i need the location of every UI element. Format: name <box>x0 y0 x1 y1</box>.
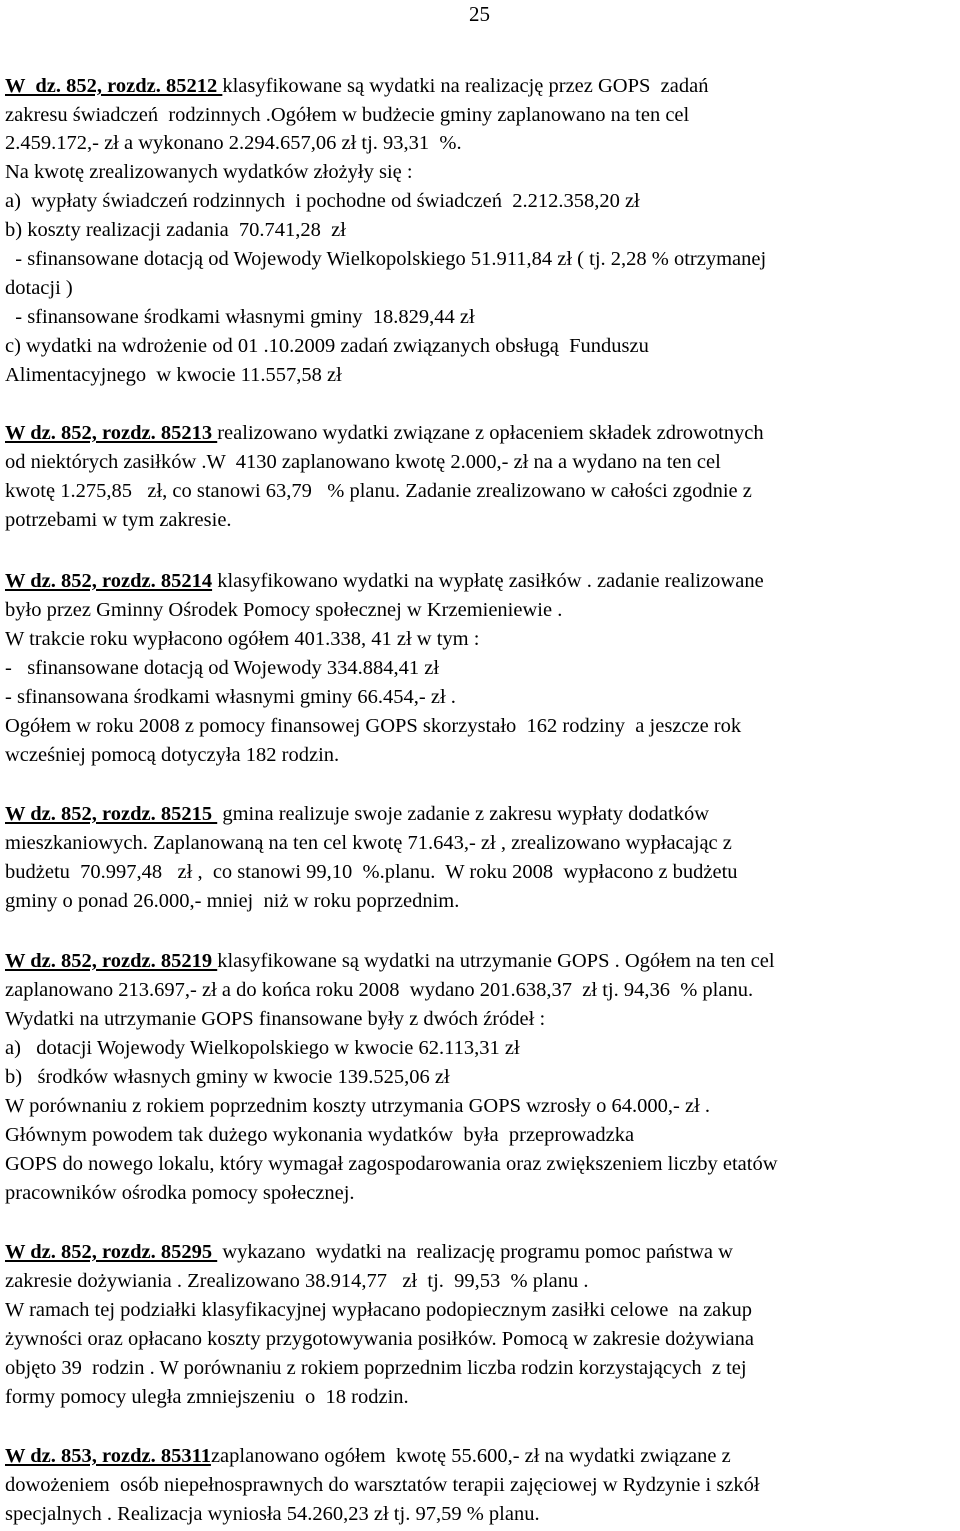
paragraph-line: formy pomocy uległa zmniejszeniu o 18 rodzin. <box>5 1386 409 1408</box>
paragraph-line: kwotę 1.275,85 zł, co stanowi 63,79 % planu. Zadanie zrealizowano w całości zgodnie z <box>5 480 752 502</box>
paragraph-text: gmina realizuje swoje zadanie z zakresu wypłaty dodatków <box>217 803 710 825</box>
paragraph-line: W ramach tej podziałki klasyfikacyjnej wypłacano podopiecznym zasiłki celowe na zakup <box>5 1299 753 1321</box>
paragraph-line: objęto 39 rodzin . W porównaniu z rokiem poprzednim liczba rodzin korzystających z tej <box>5 1357 747 1379</box>
section-heading: W dz. 852, rozdz. 85212 <box>5 75 223 97</box>
section-85212-line-1 <box>5 74 708 98</box>
paragraph-line: potrzebami w tym zakresie. <box>5 509 232 531</box>
paragraph-line: specjalnych . Realizacja wyniosła 54.260,23 zł tj. 97,59 % planu. <box>5 1503 540 1525</box>
paragraph-text: realizowano wydatki związane z opłaceniem składek zdrowotnych <box>217 422 764 444</box>
paragraph-line: zakresie dożywiania . Zrealizowano 38.914,77 zł tj. 99,53 % planu . <box>5 1270 589 1292</box>
paragraph-text: klasyfikowane są wydatki na realizację przez GOPS zadań <box>222 75 709 97</box>
paragraph-line: Wydatki na utrzymanie GOPS finansowane były z dwóch źródeł : <box>5 1008 546 1030</box>
paragraph-line: - sfinansowane środkami własnymi gminy 18.829,44 zł <box>5 306 475 328</box>
section-heading: W dz. 852, rozdz. 85213 <box>5 422 218 444</box>
paragraph-text: zaplanowano ogółem kwotę 55.600,- zł na wydatki związane z <box>210 1445 731 1467</box>
paragraph-line: od niektórych zasiłków .W 4130 zaplanowano kwotę 2.000,- zł na a wydano na ten cel <box>5 451 721 473</box>
section-85311-line-1 <box>5 1444 731 1468</box>
paragraph-line: wcześniej pomocą dotyczyła 182 rodzin. <box>5 744 340 766</box>
paragraph-line: b) środków własnych gminy w kwocie 139.525,06 zł <box>5 1066 450 1088</box>
paragraph-line: zaplanowano 213.697,- zł a do końca roku 2008 wydano 201.638,37 zł tj. 94,36 % planu. <box>5 979 754 1001</box>
section-85214-line-1 <box>5 569 764 593</box>
paragraph-line: - sfinansowane dotacją od Wojewody Wielkopolskiego 51.911,84 zł ( tj. 2,28 % otrzymanej <box>5 248 767 270</box>
paragraph-line: zakresu świadczeń rodzinnych .Ogółem w budżecie gminy zaplanowano na ten cel <box>5 104 690 126</box>
section-heading: W dz. 853, rozdz. 85311 <box>5 1445 211 1467</box>
paragraph-line: dowożeniem osób niepełnosprawnych do warsztatów terapii zajęciowej w Rydzynie i szkół <box>5 1474 760 1496</box>
paragraph-text: klasyfikowano wydatki na wypłatę zasiłków . zadanie realizowane <box>212 570 764 592</box>
paragraph-line: GOPS do nowego lokalu, który wymagał zagospodarowania oraz zwiększeniem liczby etatów <box>5 1153 778 1175</box>
paragraph-line: - sfinansowana środkami własnymi gminy 66.454,- zł . <box>5 686 456 708</box>
section-85215-line-1 <box>5 802 709 826</box>
paragraph-line: pracowników ośrodka pomocy społecznej. <box>5 1182 355 1204</box>
section-85213-line-1 <box>5 421 764 445</box>
page-number: 25 <box>469 2 490 26</box>
paragraph-line: mieszkaniowych. Zaplanowaną na ten cel kwotę 71.643,- zł , zrealizowano wypłacając z <box>5 832 732 854</box>
paragraph-line: Na kwotę zrealizowanych wydatków złożyły się : <box>5 161 413 183</box>
paragraph-line: b) koszty realizacji zadania 70.741,28 zł <box>5 219 346 241</box>
section-85219-line-1 <box>5 949 775 973</box>
section-heading: W dz. 852, rozdz. 85215 <box>5 803 218 825</box>
paragraph-line: Głównym powodem tak dużego wykonania wydatków była przeprowadzka <box>5 1124 635 1146</box>
section-heading: W dz. 852, rozdz. 85295 <box>5 1241 218 1263</box>
paragraph-line: było przez Gminny Ośrodek Pomocy społecznej w Krzemieniewie . <box>5 599 563 621</box>
paragraph-line: gminy o ponad 26.000,- mniej niż w roku poprzednim. <box>5 890 460 912</box>
paragraph-line: a) wypłaty świadczeń rodzinnych i pochodne od świadczeń 2.212.358,20 zł <box>5 190 640 212</box>
paragraph-line: dotacji ) <box>5 277 73 299</box>
paragraph-line: Alimentacyjnego w kwocie 11.557,58 zł <box>5 364 342 386</box>
paragraph-text: klasyfikowane są wydatki na utrzymanie GOPS . Ogółem na ten cel <box>217 950 775 972</box>
paragraph-line: 2.459.172,- zł a wykonano 2.294.657,06 zł tj. 93,31 %. <box>5 132 462 154</box>
section-heading: W dz. 852, rozdz. 85214 <box>5 570 213 592</box>
paragraph-line: W trakcie roku wypłacono ogółem 401.338, 41 zł w tym : <box>5 628 480 650</box>
paragraph-line: - sfinansowane dotacją od Wojewody 334.884,41 zł <box>5 657 440 679</box>
paragraph-line: żywności oraz opłacano koszty przygotowywania posiłków. Pomocą w zakresie dożywiana <box>5 1328 754 1350</box>
paragraph-text: wykazano wydatki na realizację programu pomoc państwa w <box>217 1241 733 1263</box>
paragraph-line: W porównaniu z rokiem poprzednim koszty utrzymania GOPS wzrosły o 64.000,- zł . <box>5 1095 711 1117</box>
paragraph-line: budżetu 70.997,48 zł , co stanowi 99,10 %.planu. W roku 2008 wypłacono z budżetu <box>5 861 738 883</box>
section-85295-line-1 <box>5 1240 733 1264</box>
paragraph-line: c) wydatki na wdrożenie od 01 .10.2009 zadań związanych obsługą Funduszu <box>5 335 649 357</box>
section-heading: W dz. 852, rozdz. 85219 <box>5 950 218 972</box>
paragraph-line: Ogółem w roku 2008 z pomocy finansowej GOPS skorzystało 162 rodziny a jeszcze rok <box>5 715 742 737</box>
paragraph-line: a) dotacji Wojewody Wielkopolskiego w kwocie 62.113,31 zł <box>5 1037 520 1059</box>
